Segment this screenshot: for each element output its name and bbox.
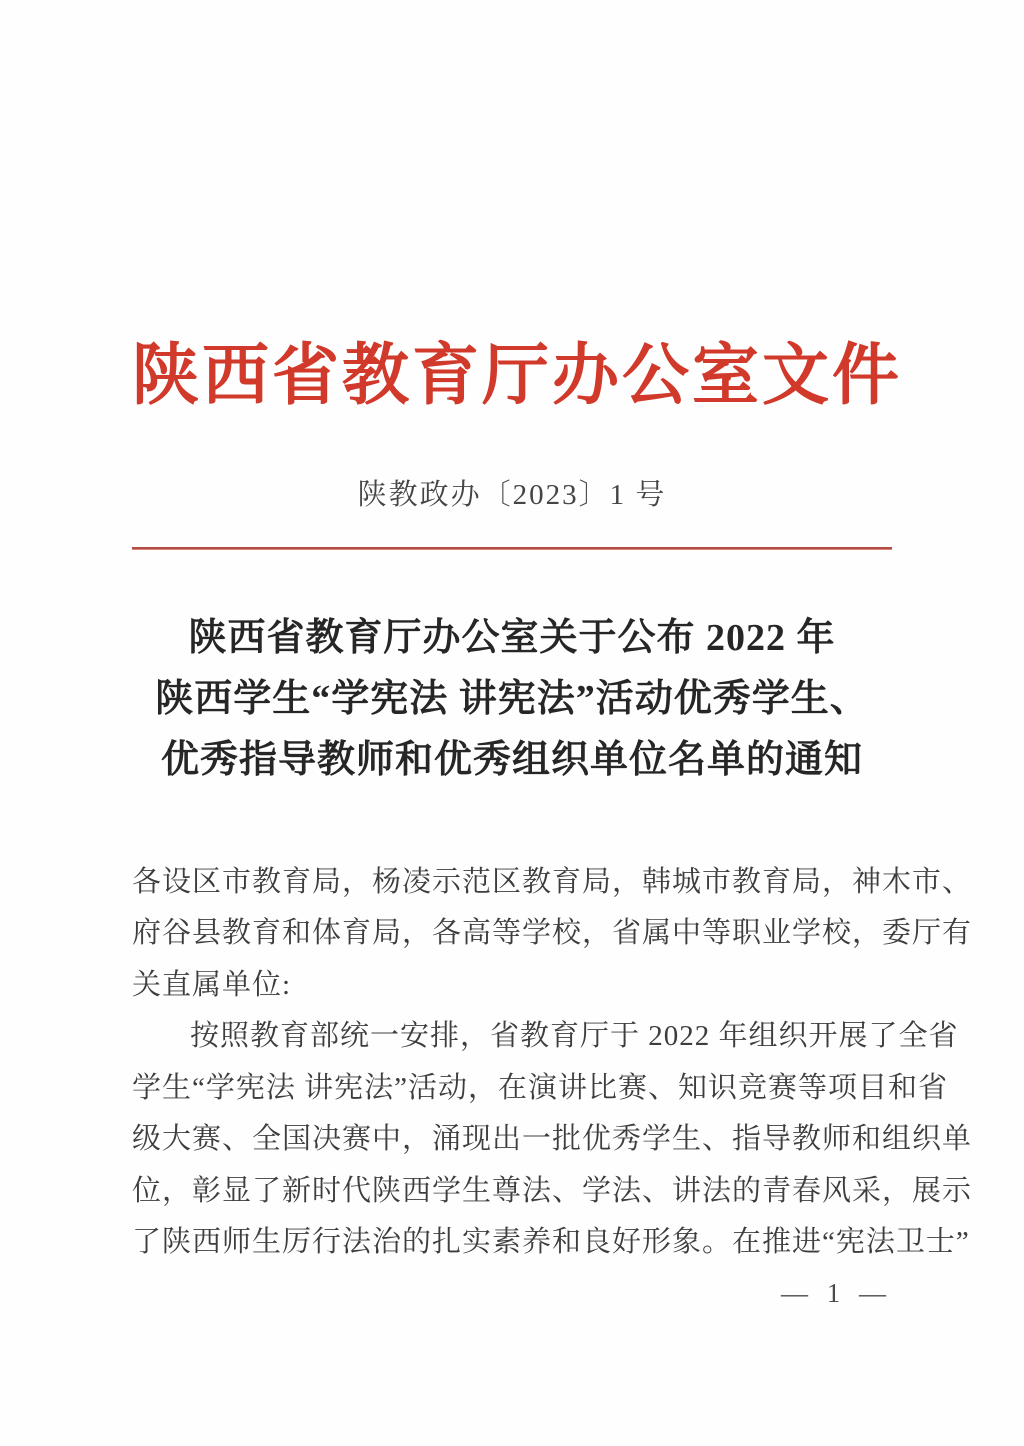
paragraph-line-2: 学生“学宪法 讲宪法”活动，在演讲比赛、知识竞赛等项目和省	[132, 1071, 948, 1104]
salutation-line-1: 各设区市教育局，杨凌示范区教育局，韩城市教育局，神木市、	[132, 865, 973, 898]
red-divider-rule	[132, 547, 892, 550]
letterhead-title: 陕西省教育厅办公室文件	[132, 339, 902, 413]
paragraph-line-4: 位，彰显了新时代陕西学生尊法、学法、讲法的青春风采，展示	[132, 1174, 973, 1207]
paragraph-line-3: 级大赛、全国决赛中，涌现出一批优秀学生、指导教师和组织单	[132, 1123, 973, 1156]
doc-number: 陕教政办〔2023〕1 号	[357, 478, 667, 511]
salutation-line-2: 府谷县教育和体育局，各高等学校，省属中等职业学校，委厅有	[132, 917, 973, 950]
salutation-line-3: 关直属单位:	[132, 968, 292, 1001]
notice-title	[132, 608, 892, 791]
notice-title-line-3: 优秀指导教师和优秀组织单位名单的通知	[160, 738, 863, 781]
notice-title-line-2: 陕西学生“学宪法 讲宪法”活动优秀学生、	[155, 677, 869, 720]
paragraph-line-5: 了陕西师生厉行法治的扎实素养和良好形象。在推进“宪法卫士”	[132, 1226, 970, 1259]
notice-body	[132, 857, 973, 1269]
paragraph-line-1: 按照教育部统一安排，省教育厅于 2022 年组织开展了全省	[190, 1020, 959, 1053]
notice-title-line-1: 陕西省教育厅办公室关于公布 2022 年	[188, 616, 836, 659]
page-number: — 1 —	[781, 1278, 892, 1308]
